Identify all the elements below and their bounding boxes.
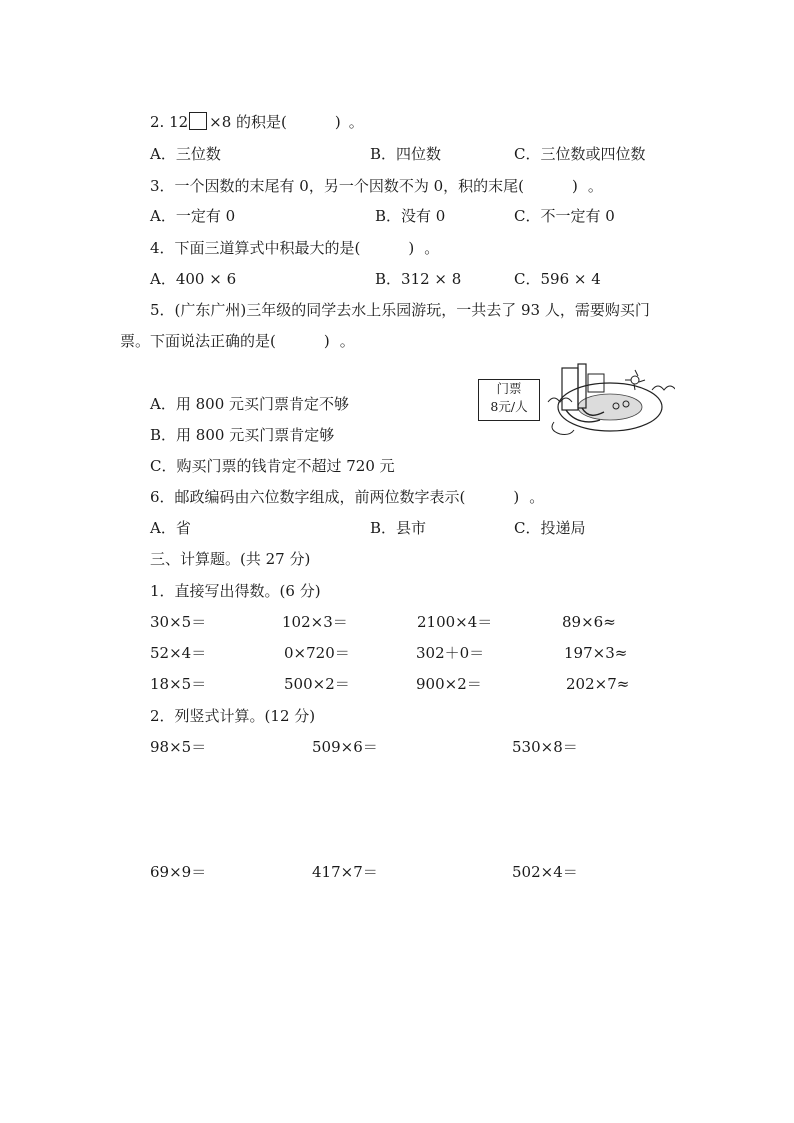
answer-box[interactable]	[189, 112, 207, 130]
calc1-title: 1．直接写出得数。(6 分)	[150, 582, 321, 600]
q6-option-b[interactable]: B．县市	[370, 519, 427, 537]
ticket-price-sign	[478, 379, 540, 421]
q3-option-b[interactable]: B．没有 0	[375, 207, 446, 225]
q5-line1: 5．(广东广州)三年级的同学去水上乐园游玩，一共去了 93 人，需要购买门	[150, 301, 650, 319]
q3-text: 3．一个因数的末尾有 0，另一个因数不为 0，积的末尾(	[150, 177, 525, 195]
q2-option-b[interactable]: B．四位数	[370, 145, 442, 163]
blank-close: )	[408, 239, 415, 257]
sign-title: 门票	[496, 381, 522, 396]
period: 。	[348, 113, 364, 131]
calc1-item[interactable]: 0×720＝	[284, 644, 350, 662]
calc1-item[interactable]: 52×4＝	[150, 644, 207, 662]
q4-stem	[150, 238, 439, 258]
period: 。	[587, 177, 603, 195]
period: 。	[339, 332, 355, 350]
calc1-item[interactable]: 89×6≈	[562, 613, 616, 631]
q5-line2	[120, 331, 355, 351]
blank-close: )	[323, 332, 330, 350]
calc1-item[interactable]: 500×2＝	[284, 675, 350, 693]
q5-option-c[interactable]: C．购买门票的钱肯定不超过 720 元	[150, 457, 395, 475]
q5-option-b[interactable]: B．用 800 元买门票肯定够	[150, 426, 335, 444]
q6-option-a[interactable]: A．省	[150, 519, 191, 537]
calc1-item[interactable]: 202×7≈	[566, 675, 630, 693]
q2-suffix: ×8 的积是(	[209, 113, 287, 131]
period: 。	[529, 488, 545, 506]
calc1-item[interactable]: 302＋0＝	[416, 644, 485, 662]
q2-prefix: 2. 12	[150, 113, 189, 131]
calc1-item[interactable]: 18×5＝	[150, 675, 207, 693]
period: 。	[424, 239, 440, 257]
calc2-item[interactable]: 509×6＝	[312, 738, 378, 756]
calc1-item[interactable]: 30×5＝	[150, 613, 207, 631]
calc1-item[interactable]: 197×3≈	[564, 644, 628, 662]
blank-close: )	[513, 488, 520, 506]
sign-price: 8元/人	[490, 399, 528, 414]
calc1-item[interactable]: 2100×4＝	[417, 613, 493, 631]
q2-stem	[150, 112, 364, 132]
calc2-item[interactable]: 417×7＝	[312, 863, 378, 881]
calc2-item[interactable]: 69×9＝	[150, 863, 207, 881]
q3-stem	[150, 176, 603, 196]
q2-option-a[interactable]: A．三位数	[150, 145, 221, 163]
q4-text: 4．下面三道算式中积最大的是(	[150, 239, 361, 257]
q6-text: 6．邮政编码由六位数字组成，前两位数字表示(	[150, 488, 466, 506]
q2-option-c[interactable]: C．三位数或四位数	[514, 145, 646, 163]
q4-option-a[interactable]: A．400 × 6	[150, 270, 237, 288]
q4-option-c[interactable]: C．596 × 4	[514, 270, 601, 288]
calc2-item[interactable]: 530×8＝	[512, 738, 578, 756]
q4-option-b[interactable]: B．312 × 8	[375, 270, 462, 288]
q3-option-a[interactable]: A．一定有 0	[150, 207, 236, 225]
q6-stem	[150, 487, 544, 507]
calc2-item[interactable]: 98×5＝	[150, 738, 207, 756]
q5-text: 票。下面说法正确的是(	[120, 332, 276, 350]
blank-close: )	[334, 113, 341, 131]
calc1-item[interactable]: 900×2＝	[416, 675, 482, 693]
q6-option-c[interactable]: C．投递局	[514, 519, 586, 537]
q3-option-c[interactable]: C．不一定有 0	[514, 207, 615, 225]
section-title: 三、计算题。(共 27 分)	[150, 550, 311, 568]
calc2-item[interactable]: 502×4＝	[512, 863, 578, 881]
calc1-item[interactable]: 102×3＝	[282, 613, 348, 631]
calc2-title: 2．列竖式计算。(12 分)	[150, 707, 316, 725]
q5-option-a[interactable]: A．用 800 元买门票肯定不够	[150, 395, 350, 413]
blank-close: )	[572, 177, 578, 195]
